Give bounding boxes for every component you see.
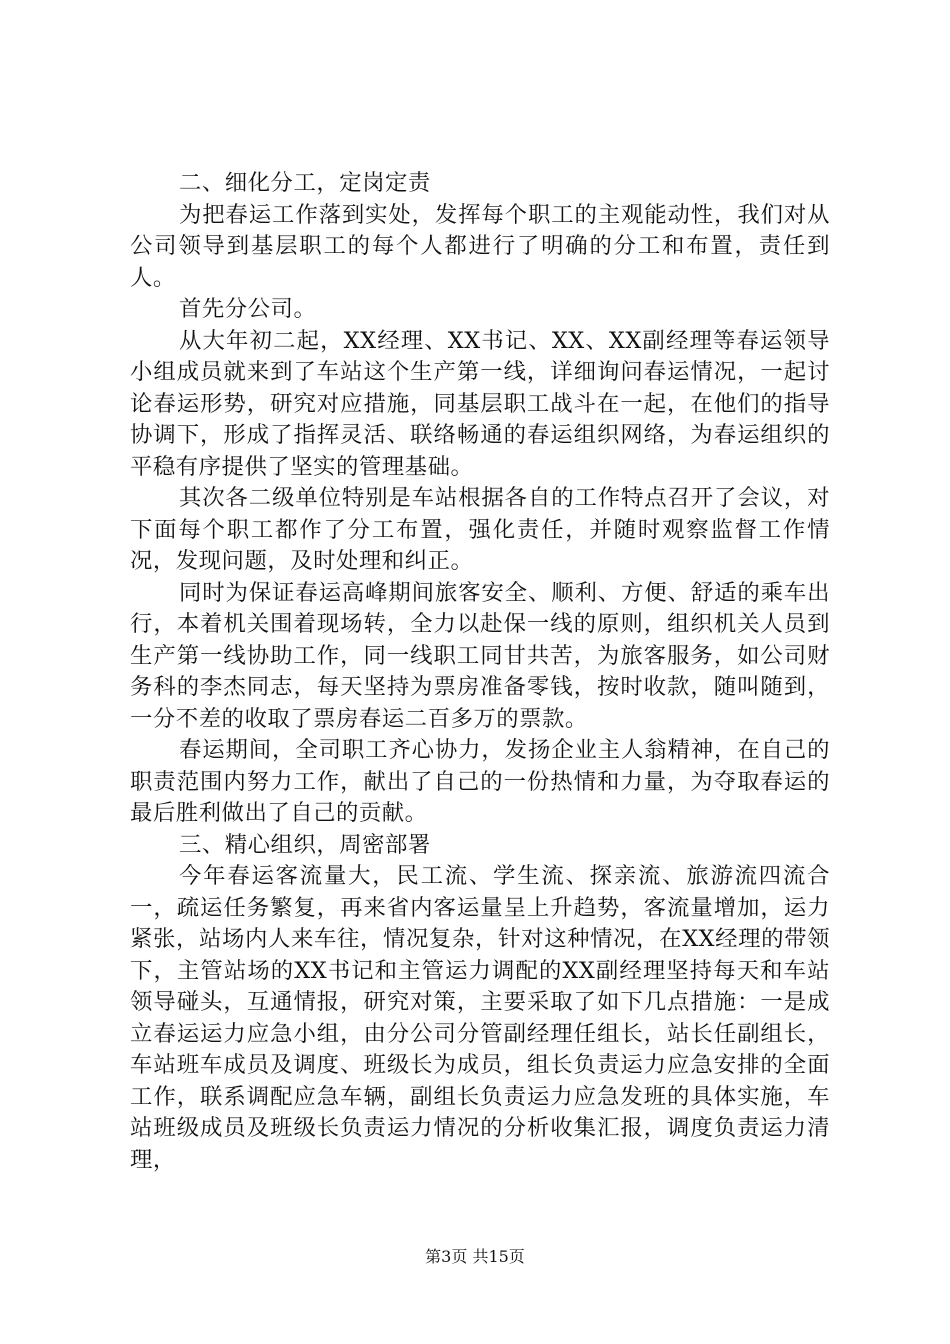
body-paragraph: 其次各二级单位特别是车站根据各自的工作特点召开了会议，对下面每个职工都作了分工布置，强化责任，并随时观察监督工作情况，发现问题，及时处理和纠正。 <box>130 485 830 574</box>
body-paragraph: 春运期间，全司职工齐心协力，发扬企业主人翁精神，在自己的职责范围内努力工作，献出了自己的一份热情和力量，为夺取春运的最后胜利做出了自己的贡献。 <box>130 737 830 826</box>
section-heading: 三、精心组织，周密部署 <box>179 831 431 858</box>
body-paragraph: 今年春运客流量大，民工流、学生流、探亲流、旅游流四流合一，疏运任务繁复，再来省内客运量呈上升趋势，客流量增加，运力紧张，站场内人来车往，情况复杂，针对这种情况，在XX经理的带领下，主管站场的XX书记和主管运力调配的XX副经理坚持每天和车站领导碰头，互通情报，研究对策，主要采取了如下几点措施：一是成立春运运力应急小组，由分公司分管副经理任组长，站长任副组长，车站班车成员及调度、班级长为成员，组长负责运力应急安排的全面工作，联系调配应急车辆，副组长负责运力应急发班的具体实施，车站班级成员及班级长负责运力情况的分析收集汇报，调度负责运力清理， <box>130 863 830 1173</box>
body-paragraph: 首先分公司。 <box>179 296 317 322</box>
section-heading: 二、细化分工，定岗定责 <box>179 170 431 196</box>
document-body <box>130 168 830 1176</box>
body-paragraph: 同时为保证春运高峰期间旅客安全、顺利、方便、舒适的乘车出行，本着机关围着现场转，全力以赴保一线的原则，组织机关人员到生产第一线协助工作，同一线职工同甘共苦，为旅客服务，如公司财务科的李杰同志，每天坚持为票房准备零钱，按时收款，随叫随到，一分不差的收取了票房春运二百多万的票款。 <box>130 579 830 732</box>
page-number-footer: 第3页 共15页 <box>425 1247 525 1266</box>
body-paragraph: 从大年初二起，XX经理、XX书记、XX、XX副经理等春运领导小组成员就来到了车站这个生产第一线，详细询问春运情况，一起讨论春运形势，研究对应措施，同基层职工战斗在一起，在他们的指导协调下，形成了指挥灵活、联络畅通的春运组织网络，为春运组织的平稳有序提供了坚实的管理基础。 <box>130 327 830 480</box>
body-paragraph: 为把春运工作落到实处，发挥每个职工的主观能动性，我们对从公司领导到基层职工的每个人都进行了明确的分工和布置，责任到人。 <box>130 201 830 291</box>
